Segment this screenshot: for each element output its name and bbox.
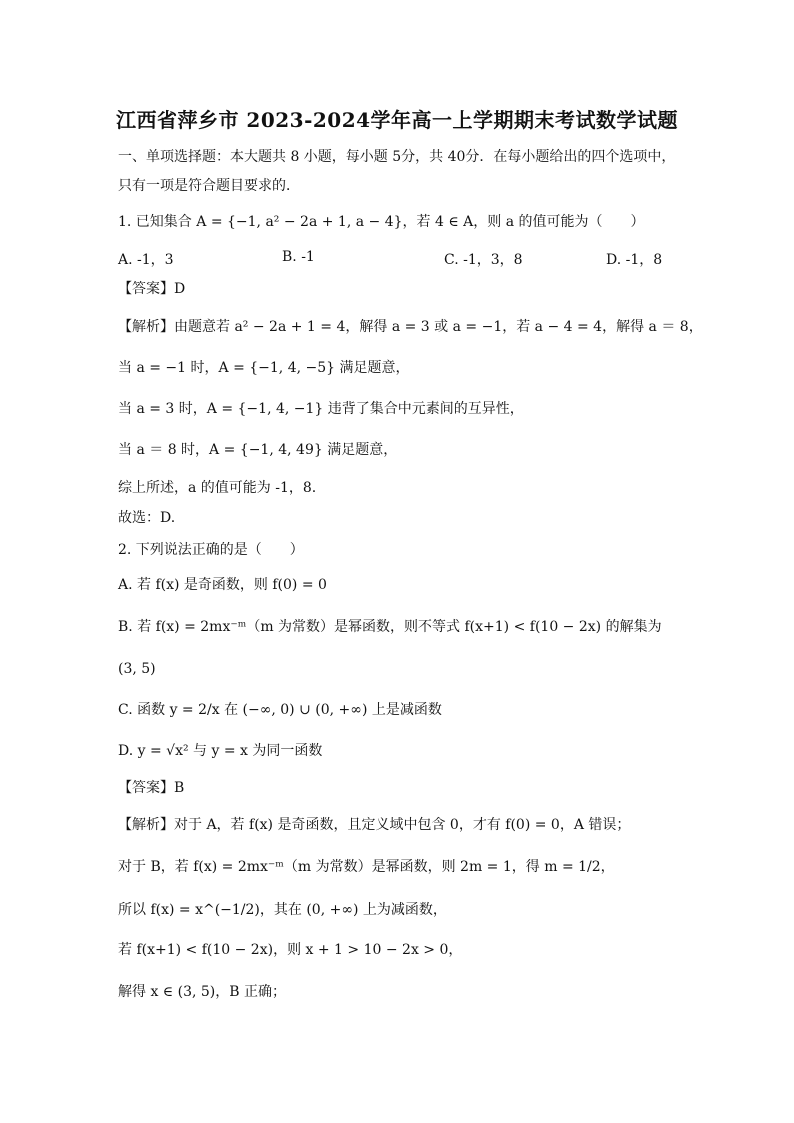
question-1-option-b: B. -1: [282, 249, 315, 265]
question-2-option-c: C. 函数 y = 2/x 在 (−∞, 0) ∪ (0, +∞) 上是减函数: [118, 702, 442, 718]
question-1-option-a: A. -1，3: [118, 252, 174, 268]
question-1-analysis-line: 当 a = −1 时，A = {−1, 4, −5} 满足题意，: [118, 360, 410, 376]
question-1-analysis-line: 当 a = 3 时，A = {−1, 4, −1} 违背了集合中元素间的互异性，: [118, 401, 524, 417]
question-2-analysis-line: 解得 x ∈ (3, 5)，B 正确；: [118, 984, 286, 1000]
question-1-option-c: C. -1，3，8: [444, 252, 523, 268]
question-2-analysis-line: 所以 f(x) = x^(−1/2)，其在 (0, +∞) 上为减函数，: [118, 902, 447, 918]
question-2-analysis-line: 对于 B，若 f(x) = 2mx⁻ᵐ（m 为常数）是幂函数，则 2m = 1，得 m = 1/2，: [118, 859, 615, 875]
question-1-option-d: D. -1，8: [606, 252, 663, 268]
question-1-analysis-line: 故选：D.: [118, 510, 176, 526]
question-2-option-a: A. 若 f(x) 是奇函数，则 f(0) = 0: [118, 577, 327, 593]
question-2-analysis-line: 【解析】对于 A，若 f(x) 是奇函数，且定义域中包含 0，才有 f(0) = 0，A 错误；: [118, 817, 631, 833]
question-2-analysis-line: 若 f(x+1) < f(10 − 2x)，则 x + 1 > 10 − 2x > 0，: [118, 942, 463, 958]
question-1-answer: 【答案】D: [118, 281, 186, 297]
question-2-option-b: B. 若 f(x) = 2mx⁻ᵐ（m 为常数）是幂函数，则不等式 f(x+1) < f(10 − 2x) 的解集为: [118, 619, 662, 635]
question-2-answer: 【答案】B: [118, 780, 185, 796]
question-2-stem: 2. 下列说法正确的是（ ）: [118, 542, 304, 558]
question-1-stem: 1. 已知集合 A = {−1, a² − 2a + 1, a − 4}，若 4 ∈ A，则 a 的值可能为（ ）: [118, 214, 645, 230]
question-2-option-b-continued: (3, 5): [118, 661, 156, 677]
section-heading-line2: 只有一项是符合题目要求的．: [118, 178, 300, 194]
question-2-option-d: D. y = √x² 与 y = x 为同一函数: [118, 743, 323, 759]
question-1-analysis-line: 【解析】由题意若 a² − 2a + 1 = 4，解得 a = 3 或 a = −1，若 a − 4 = 4，解得 a ＝ 8，: [118, 319, 703, 335]
page-title: 江西省萍乡市 2023-2024学年高一上学期期末考试数学试题: [115, 108, 679, 132]
section-heading-line1: 一、单项选择题：本大题共 8 小题，每小题 5分，共 40分．在每小题给出的四个选项中，: [118, 149, 676, 165]
question-1-analysis-line: 综上所述，a 的值可能为 -1，8.: [118, 480, 317, 496]
question-1-analysis-line: 当 a ＝ 8 时，A = {−1, 4, 49} 满足题意，: [118, 442, 398, 458]
